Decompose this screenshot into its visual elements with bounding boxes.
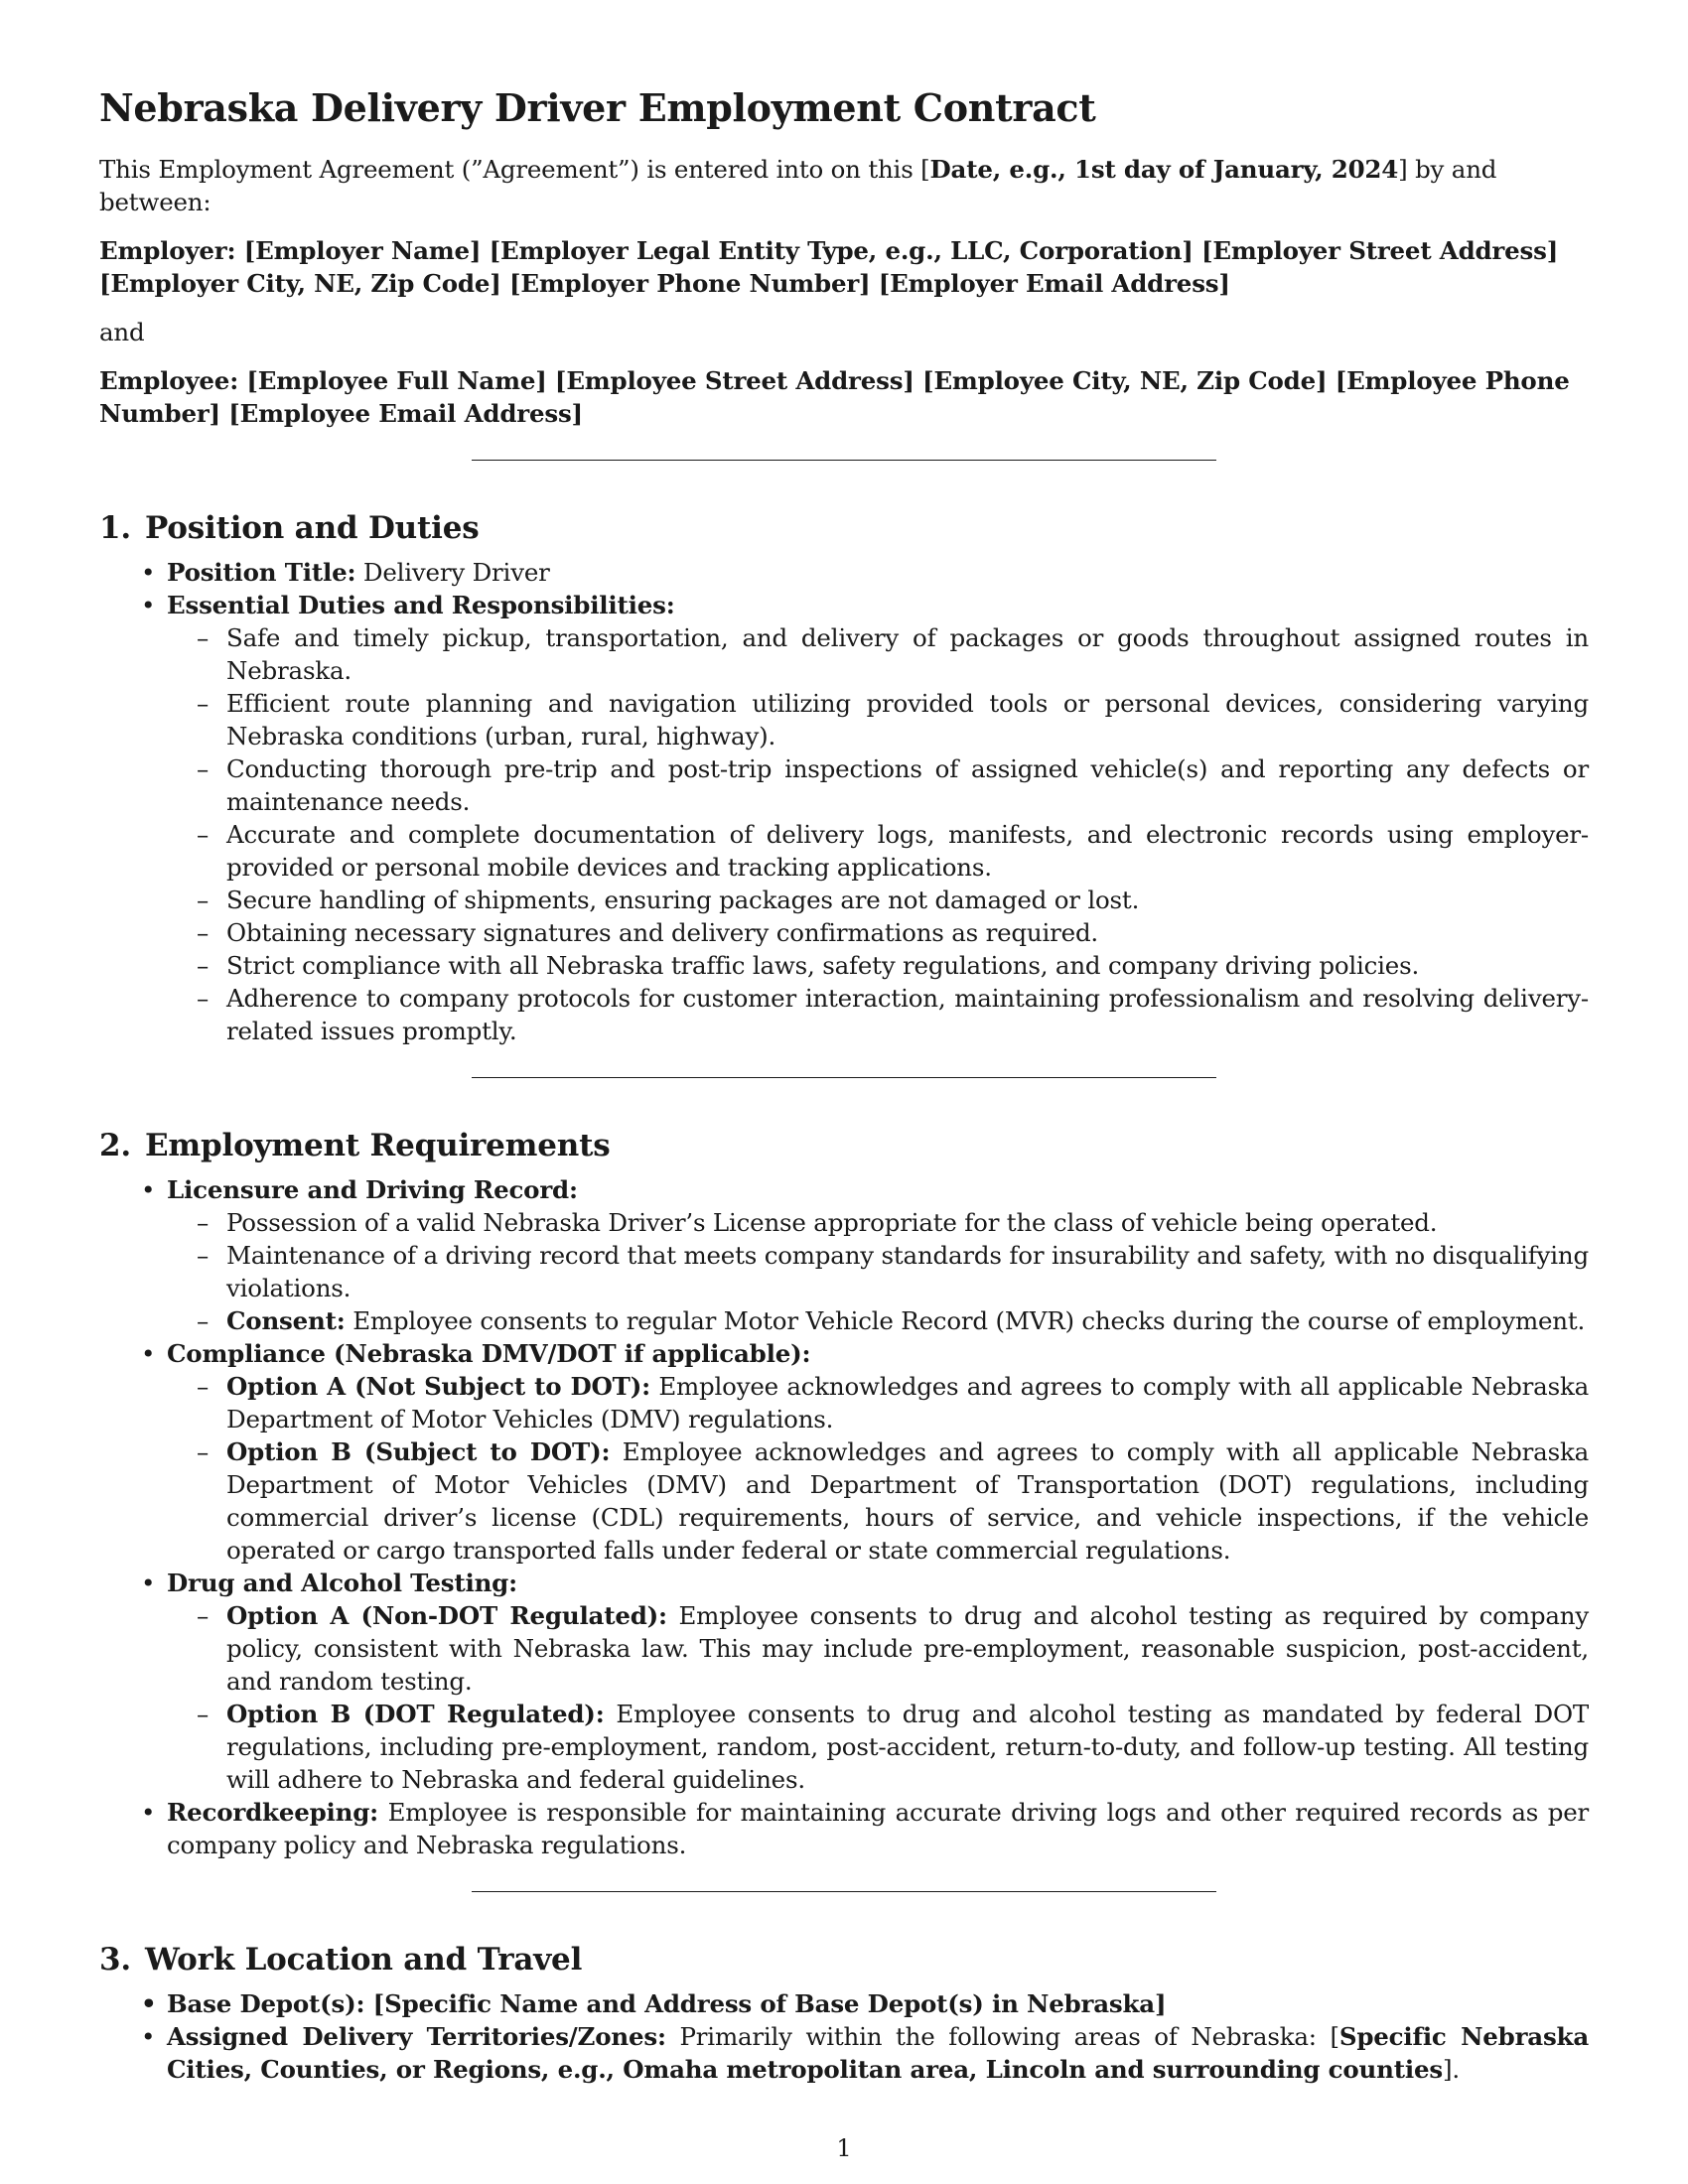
employer-details: [Employer Name] [Employer Legal Entity Type, e.g., LLC, Corporation] [Employer Street Address] [Employer City, NE, Zip Code] [Employer Phone Number] [Employer Email Address] <box>99 236 1559 298</box>
item-placeholder: Specific Nebraska Cities, Counties, or Regions, e.g., Omaha metropolitan area, Lincoln and surrounding counties <box>167 2022 1590 2084</box>
sub-item-label: Option A (Non-DOT Regulated): <box>226 1601 667 1630</box>
sub-list-item: – Efficient route planning and navigation utilizing provided tools or personal devices, considering varying Nebraska conditions (urban, rural, highway). <box>226 687 1589 752</box>
sub-item-text: Employee consents to drug and alcohol testing as mandated by federal DOT regulations, including pre-employment, random, post-accident, return-to-duty, and follow-up testing. All testing will adhere to Nebraska and federal guidelines. <box>226 1700 1589 1794</box>
item-label: Assigned Delivery Territories/Zones: <box>167 2022 666 2051</box>
employer-label: Employer: <box>99 236 236 265</box>
employer-block <box>99 234 1589 300</box>
sub-item-label: Option B (Subject to DOT): <box>226 1437 611 1466</box>
item-label: Position Title: <box>167 558 356 587</box>
section-divider <box>472 1891 1216 1892</box>
list-item <box>167 1337 1589 1567</box>
list-item <box>167 589 1589 1047</box>
intro-pre: This Employment Agreement (”Agreement”) is entered into on this [ <box>99 155 930 184</box>
sub-list-item: – Possession of a valid Nebraska Driver’s License appropriate for the class of vehicle being operated. <box>226 1206 1589 1239</box>
intro-date: Date, e.g., 1st day of January, 2024 <box>929 155 1399 184</box>
sub-item-text: Employee consents to regular Motor Vehicle Record (MVR) checks during the course of employment. <box>352 1306 1586 1335</box>
section-heading-1 <box>99 508 1589 548</box>
item-text: Primarily within the following areas of Nebraska: <box>679 2022 1317 2051</box>
list-item <box>167 1173 1589 1337</box>
section-1-list <box>99 556 1589 1047</box>
sub-list <box>167 1370 1589 1567</box>
section-2-list <box>99 1173 1589 1861</box>
section-title: Employment Requirements <box>145 1128 611 1163</box>
employee-label: Employee: <box>99 366 239 395</box>
sub-list-item <box>226 1698 1589 1796</box>
sub-list-item <box>226 1304 1589 1337</box>
intro-paragraph <box>99 153 1589 218</box>
employee-block <box>99 364 1589 430</box>
section-number: 3. <box>99 1942 131 1978</box>
item-text: Employee is responsible for maintaining accurate driving logs and other required records as per company policy and Nebraska regulations. <box>167 1798 1589 1859</box>
sub-list-item: – Accurate and complete documentation of delivery logs, manifests, and electronic records using employer-provided or personal mobile devices and tracking applications. <box>226 818 1589 884</box>
list-item <box>167 1567 1589 1796</box>
item-label: Compliance (Nebraska DMV/DOT if applicable): <box>167 1339 811 1368</box>
list-item <box>167 1796 1589 1861</box>
item-label: Essential Duties and Responsibilities: <box>167 591 675 619</box>
employee-details: [Employee Full Name] [Employee Street Address] [Employee City, NE, Zip Code] [Employee Phone Number] [Employee Email Address] <box>99 366 1570 428</box>
item-trail: . <box>1452 2055 1460 2084</box>
sub-list-item: – Maintenance of a driving record that meets company standards for insurability and safety, with no disqualifying violations. <box>226 1239 1589 1304</box>
sub-list-item: – Conducting thorough pre-trip and post-trip inspections of assigned vehicle(s) and reporting any defects or maintenance needs. <box>226 752 1589 818</box>
section-title: Work Location and Travel <box>145 1942 583 1978</box>
section-divider <box>472 1077 1216 1078</box>
sub-item-label: Option A (Not Subject to DOT): <box>226 1372 650 1401</box>
list-item: • Base Depot(s): [Specific Name and Address of Base Depot(s) in Nebraska] <box>167 1987 1589 2020</box>
sub-list <box>167 1206 1589 1337</box>
section-title: Position and Duties <box>145 510 480 546</box>
item-label: Drug and Alcohol Testing: <box>167 1569 517 1597</box>
document-page <box>99 85 1589 2086</box>
list-item <box>167 556 1589 589</box>
item-text: Delivery Driver <box>362 558 550 587</box>
sub-list-item: – Strict compliance with all Nebraska traffic laws, safety regulations, and company driving policies. <box>226 949 1589 982</box>
section-divider <box>472 460 1216 461</box>
sub-list-item <box>226 1370 1589 1435</box>
sub-list-item: – Adherence to company protocols for customer interaction, maintaining professionalism and resolving delivery-related issues promptly. <box>226 982 1589 1047</box>
section-heading-3 <box>99 1940 1589 1979</box>
item-label: Recordkeeping: <box>167 1798 379 1827</box>
sub-item-text: Employee acknowledges and agrees to comply with all applicable Nebraska Department of Motor Vehicles (DMV) regulations. <box>226 1372 1589 1433</box>
sub-item-label: Option B (DOT Regulated): <box>226 1700 605 1728</box>
sub-list-item: – Obtaining necessary signatures and delivery confirmations as required. <box>226 916 1589 949</box>
section-number: 2. <box>99 1128 131 1163</box>
sub-list <box>167 1599 1589 1796</box>
page-number: 1 <box>836 2134 852 2162</box>
section-heading-2 <box>99 1126 1589 1165</box>
item-placeholder: Specific Name and Address of Base Depot(s) in Nebraska <box>384 1989 1155 2018</box>
document-title: Nebraska Delivery Driver Employment Contract <box>99 85 1096 130</box>
sub-list-item: – Secure handling of shipments, ensuring packages are not damaged or lost. <box>226 884 1589 916</box>
list-item: • Assigned Delivery Territories/Zones: Primarily within the following areas of Nebraska: [Specific Nebraska Cities, Counties, or Regions, e.g., Omaha metropolitan area, Lincoln and surrounding counties]. <box>167 2020 1589 2086</box>
intro-post: ] by and between: <box>99 155 1497 216</box>
section-number: 1. <box>99 510 131 546</box>
item-label: Licensure and Driving Record: <box>167 1175 578 1204</box>
sub-list-item <box>226 1435 1589 1567</box>
and-text: and <box>99 318 145 346</box>
sub-list-item: – Safe and timely pickup, transportation, and delivery of packages or goods throughout assigned routes in Nebraska. <box>226 621 1589 687</box>
sub-item-text: Employee consents to drug and alcohol testing as required by company policy, consistent with Nebraska law. This may include pre-employment, reasonable suspicion, post-accident, and random testing. <box>226 1601 1589 1696</box>
sub-item-text: Employee acknowledges and agrees to comply with all applicable Nebraska Department of Motor Vehicles (DMV) and Department of Transportation (DOT) regulations, including commercial driver’s license (CDL) requirements, hours of service, and vehicle inspections, if the vehicle operated or cargo transported falls under federal or state commercial regulations. <box>226 1437 1590 1565</box>
sub-item-label: Consent: <box>226 1306 346 1335</box>
item-label: Base Depot(s): <box>167 1989 365 2018</box>
sub-list-item <box>226 1599 1589 1698</box>
section-3-list <box>99 1987 1589 2086</box>
sub-list <box>167 621 1589 1047</box>
